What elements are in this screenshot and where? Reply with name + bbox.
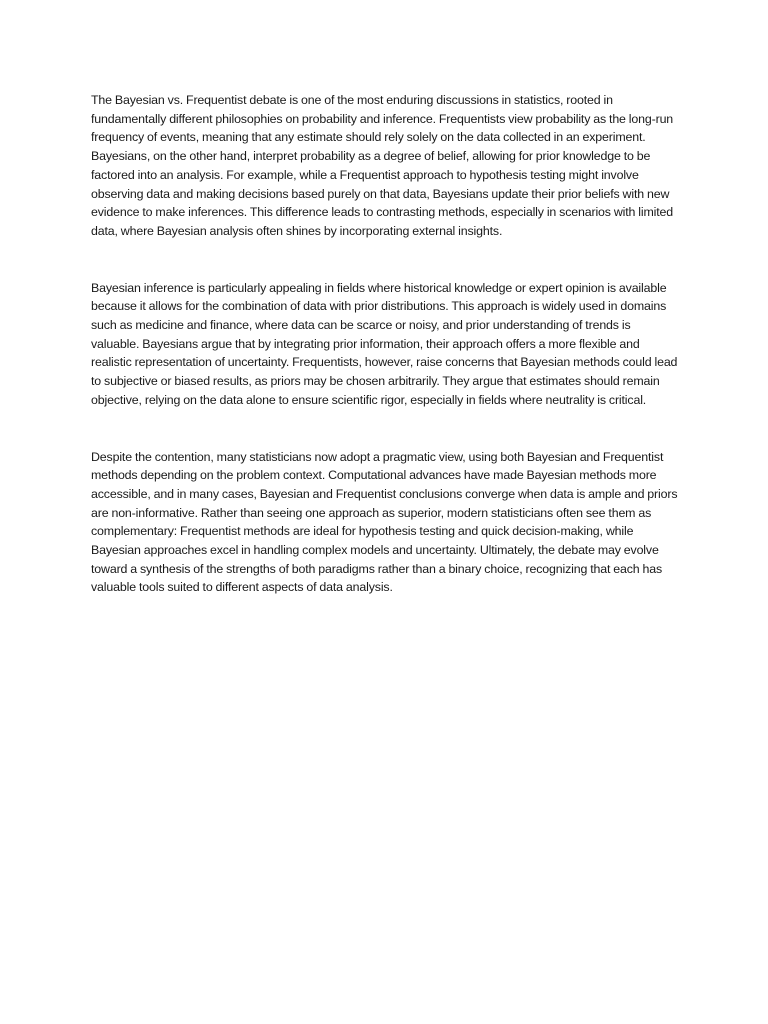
paragraph-pragmatic-view: Despite the contention, many statisticians now adopt a pragmatic view, using both Bayesian and Frequentist methods depending on the problem context. Computational advances have made Bayesian methods more accessible, and in many cases, Bayesian and Frequentist conclusions converge when data is ample and priors are non-informative. Rather than seeing one approach as superior, modern statisticians often see them as complementary: Frequentist methods are ideal for hypothesis testing and quick decision-making, while Bayesian approaches excel in handling complex models and uncertainty. Ultimately, the debate may evolve toward a synthesis of the strengths of both paradigms rather than a binary choice, recognizing that each has valuable tools suited to different aspects of data analysis.	[91, 449, 678, 595]
paragraph-bayesian-vs-frequentist: The Bayesian vs. Frequentist debate is one of the most enduring discussions in statistics, rooted in fundamentally different philosophies on probability and inference. Frequentists view probability as the long-run frequency of events, meaning that any estimate should rely solely on the data collected in an experiment. Bayesians, on the other hand, interpret probability as a degree of belief, allowing for prior knowledge to be factored into an analysis. For example, while a Frequentist approach to hypothesis testing might involve observing data and making decisions based purely on that data, Bayesians update their prior beliefs with new evidence to make inferences. This difference leads to contrasting methods, especially in scenarios with limited data, where Bayesian analysis often shines by incorporating external insights.	[91, 93, 674, 238]
paragraph-bayesian-inference: Bayesian inference is particularly appealing in fields where historical knowledge or expert opinion is available because it allows for the combination of data with prior distributions. This approach is widely used in domains such as medicine and finance, where data can be scarce or noisy, and prior understanding of trends is valuable. Bayesians argue that by integrating prior information, their approach offers a more flexible and realistic representation of uncertainty. Frequentists, however, raise concerns that Bayesian methods could lead to subjective or biased results, as priors may be chosen arbitrarily. They argue that estimates should remain objective, relying on the data alone to ensure scientific rigor, especially in fields where neutrality is critical.	[91, 280, 678, 407]
